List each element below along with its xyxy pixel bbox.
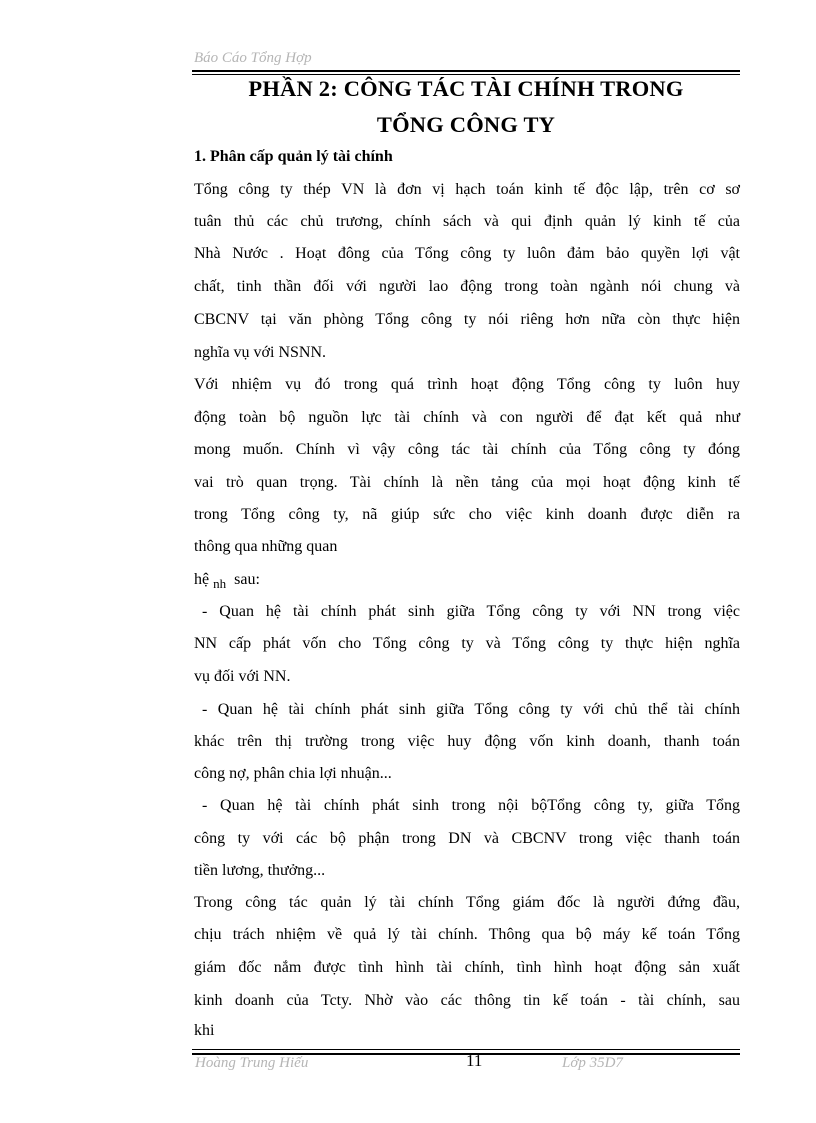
body-line: vụ đối với NN.: [194, 668, 291, 685]
body-line: thông qua những quan: [194, 538, 338, 555]
text-fragment-subscript: nh: [213, 576, 227, 591]
body-line: giám đốc nắm được tình hình tài chính, tình hình hoạt động sản xuất: [194, 959, 740, 976]
footer-rule-thin: [192, 1049, 740, 1050]
body-line: khác trên thị trường trong việc huy động vốn kinh doanh, thanh toán: [194, 733, 740, 750]
body-line: Tổng công ty thép VN là đơn vị hạch toán kinh tế độc lập, trên cơ sơ: [194, 181, 740, 198]
body-line: khi: [194, 1022, 215, 1039]
body-line: NN cấp phát vốn cho Tổng công ty và Tổng công ty thực hiện nghĩa: [194, 635, 740, 652]
body-line: nghĩa vụ với NSNN.: [194, 344, 327, 361]
footer-author: Hoàng Trung Hiếu: [195, 1055, 309, 1071]
body-line: chất, tinh thần đối với người lao động trong toàn ngành nói chung và: [194, 278, 740, 295]
body-line-split: [194, 570, 740, 590]
body-line: công ty với các bộ phận trong DN và CBCNV trong việc thanh toán: [194, 830, 740, 847]
body-line: tiền lương, thưởng...: [194, 862, 326, 879]
text-fragment: hệ: [194, 571, 210, 588]
footer-class: Lớp 35D7: [562, 1055, 623, 1071]
body-line: chịu trách nhiệm về quả lý tài chính. Thông qua bộ máy kế toán Tổng: [194, 926, 740, 943]
header-rule-thin: [192, 74, 740, 75]
body-line: vai trò quan trọng. Tài chính là nền tảng của mọi hoạt động kinh tế: [194, 474, 740, 491]
header-rule-thick: [192, 70, 740, 72]
text-fragment: sau:: [234, 571, 260, 588]
bullet-line: - Quan hệ tài chính phát sinh giữa Tổng công ty với chủ thể tài chính: [202, 701, 740, 718]
body-line: động toàn bộ nguồn lực tài chính và con người để đạt kết quả như: [194, 409, 740, 426]
body-line: Nhà Nước . Hoạt đông của Tổng công ty luôn đảm bảo quyền lợi vật: [194, 245, 740, 262]
page-title-line-1: PHẦN 2: CÔNG TÁC TÀI CHÍNH TRONG: [248, 76, 684, 101]
bullet-line: - Quan hệ tài chính phát sinh giữa Tổng công ty với NN trong việc: [202, 603, 740, 620]
section-heading: 1. Phân cấp quản lý tài chính: [194, 148, 393, 165]
page-title-line-2: TỔNG CÔNG TY: [376, 112, 556, 137]
body-line: trong Tổng công ty, nã giúp sức cho việc kinh doanh được diễn ra: [194, 506, 740, 523]
body-line: Trong công tác quản lý tài chính Tổng giám đốc là người đứng đầu,: [194, 894, 740, 911]
header-text: Báo Cáo Tổng Hợp: [194, 50, 312, 66]
body-line: Với nhiệm vụ đó trong quá trình hoạt động Tổng công ty luôn huy: [194, 376, 740, 393]
body-line: tuân thủ các chủ trương, chính sách và qui định quản lý kinh tế của: [194, 213, 740, 230]
body-line: CBCNV tại văn phòng Tổng công ty nói riêng hơn nữa còn thực hiện: [194, 311, 740, 328]
page-number: 11: [466, 1051, 483, 1070]
body-line: kinh doanh của Tcty. Nhờ vào các thông tin kế toán - tài chính, sau: [194, 992, 740, 1009]
body-line: mong muốn. Chính vì vậy công tác tài chính của Tổng công ty đóng: [194, 441, 740, 458]
body-line: công nợ, phân chia lợi nhuận...: [194, 765, 392, 782]
bullet-line: - Quan hệ tài chính phát sinh trong nội bộTổng công ty, giữa Tổng: [202, 797, 740, 814]
